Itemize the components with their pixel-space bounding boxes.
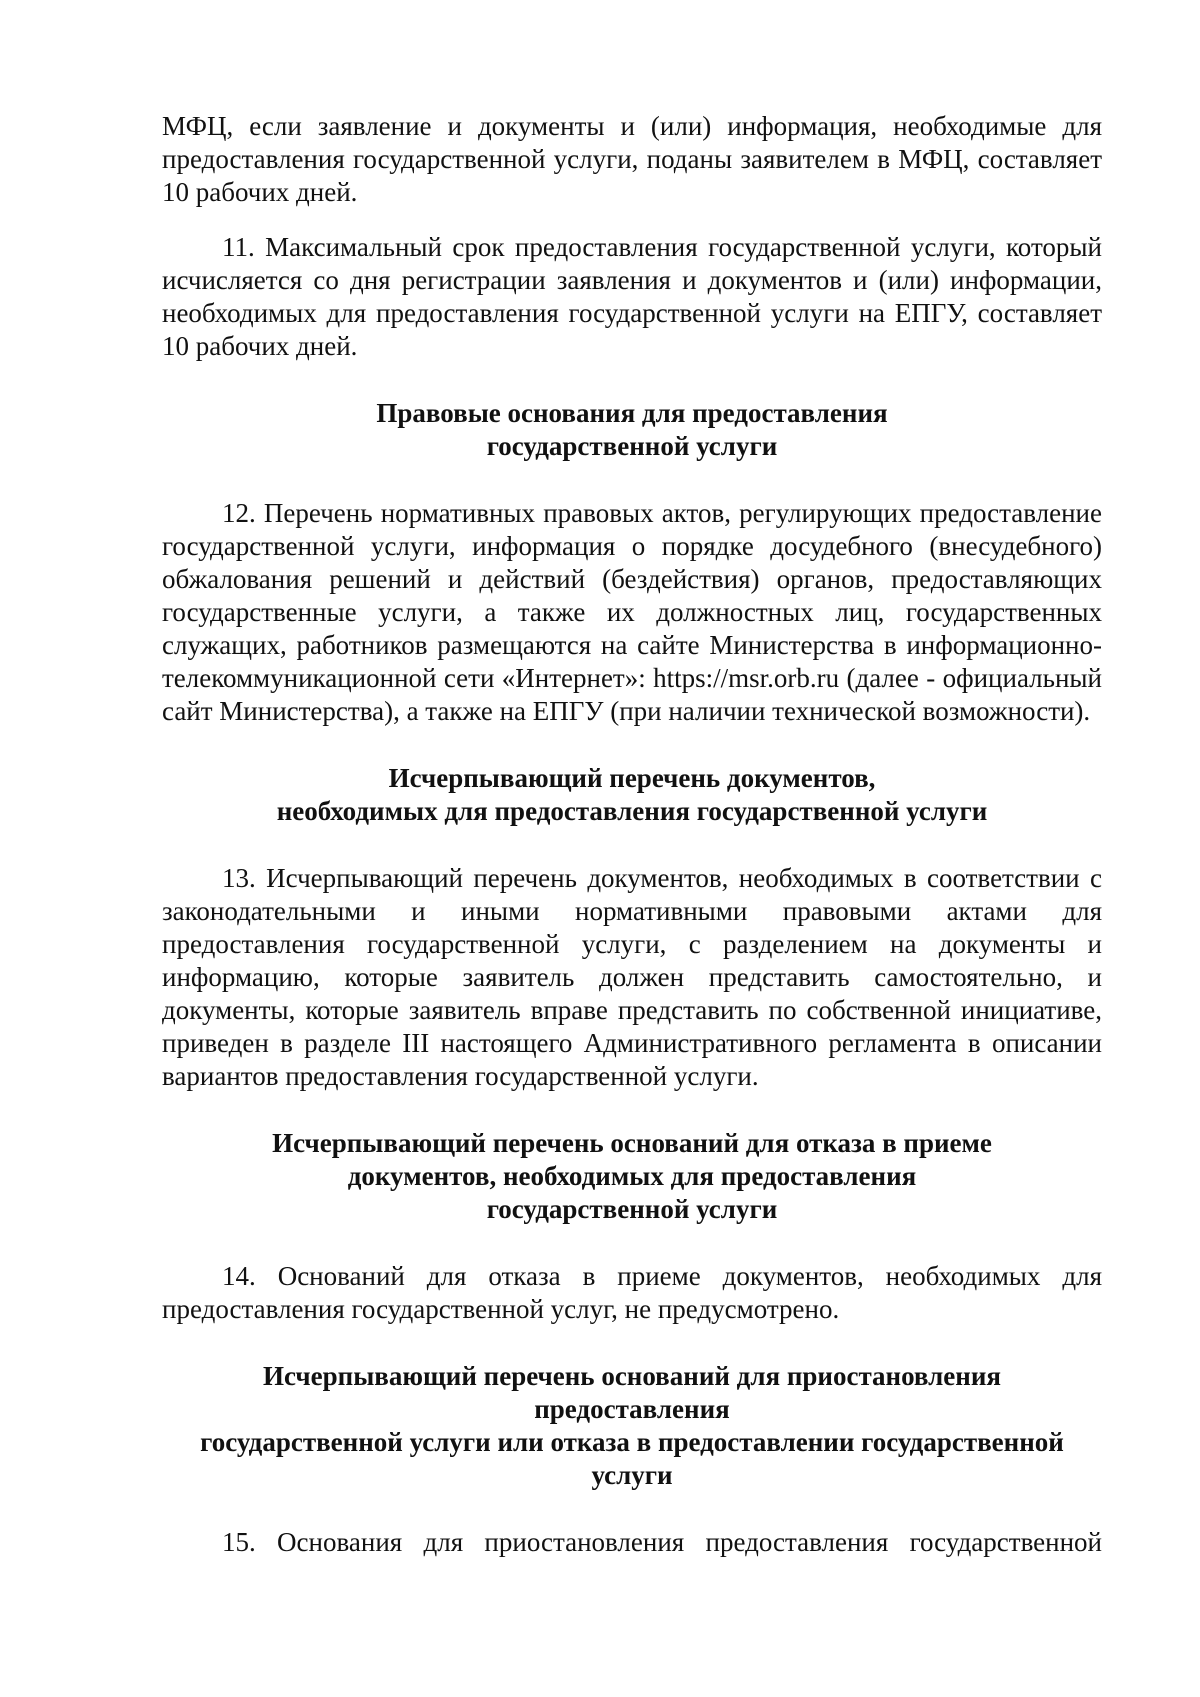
heading-line: Правовые основания для предоставления [376, 398, 888, 428]
paragraph-10-tail: МФЦ, если заявление и документы и (или) информация, необходимые для предоставления государственной услуги, поданы заявителем в МФЦ, составляет 10 рабочих дней. [162, 111, 1102, 207]
paragraph-13: 13. Исчерпывающий перечень документов, необходимых в соответствии с законодательными и иными нормативными правовыми актами для предоставления государственной услуги, с разделением на документы и информацию, которые заявитель должен представить самостоятельно, и документы, которые заявитель вправе представить по собственной инициативе, приведен в разделе III настоящего Административного регламента в описании вариантов предоставления государственной услуги. [162, 863, 1102, 1091]
paragraph-15-head: 15. Основания для приостановления предоставления государственной [222, 1527, 1102, 1557]
paragraph-11: 11. Максимальный срок предоставления государственной услуги, который исчисляется со дня регистрации заявления и документов и (или) информации, необходимых для предоставления государственной услуги на ЕПГУ, составляет 10 рабочих дней. [162, 232, 1102, 361]
heading-documents-list [162, 762, 1102, 828]
heading-line: государственной услуги или отказа в предоставлении государственной [200, 1427, 1064, 1457]
heading-refusal-acceptance [162, 1127, 1102, 1226]
heading-suspension [162, 1360, 1102, 1492]
heading-line: услуги [591, 1460, 673, 1490]
heading-line: Исчерпывающий перечень оснований для приостановления [262, 1361, 1002, 1391]
document-page [162, 110, 1102, 1559]
heading-line: государственной услуги [486, 431, 778, 461]
heading-line: документов, необходимых для предоставления [347, 1161, 917, 1191]
heading-legal-basis [162, 397, 1102, 463]
paragraph-12: 12. Перечень нормативных правовых актов, регулирующих предоставление государственной услуги, информация о порядке досудебного (внесудебного) обжалования решений и действий (бездействия) органов, предоставляющих государственные услуги, а также их должностных лиц, государственных служащих, работников размещаются на сайте Министерства в информационно-телекоммуникационной сети «Интернет»: https://msr.orb.ru (далее - официальный сайт Министерства), а также на ЕПГУ (при наличии технической возможности). [162, 498, 1102, 726]
heading-line: предоставления [534, 1394, 730, 1424]
heading-line: государственной услуги [486, 1194, 778, 1224]
heading-line: необходимых для предоставления государственной услуги [276, 796, 988, 826]
heading-line: Исчерпывающий перечень документов, [388, 763, 876, 793]
heading-line: Исчерпывающий перечень оснований для отказа в приеме [272, 1128, 992, 1158]
paragraph-14: 14. Оснований для отказа в приеме документов, необходимых для предоставления государственной услуг, не предусмотрено. [162, 1261, 1102, 1324]
